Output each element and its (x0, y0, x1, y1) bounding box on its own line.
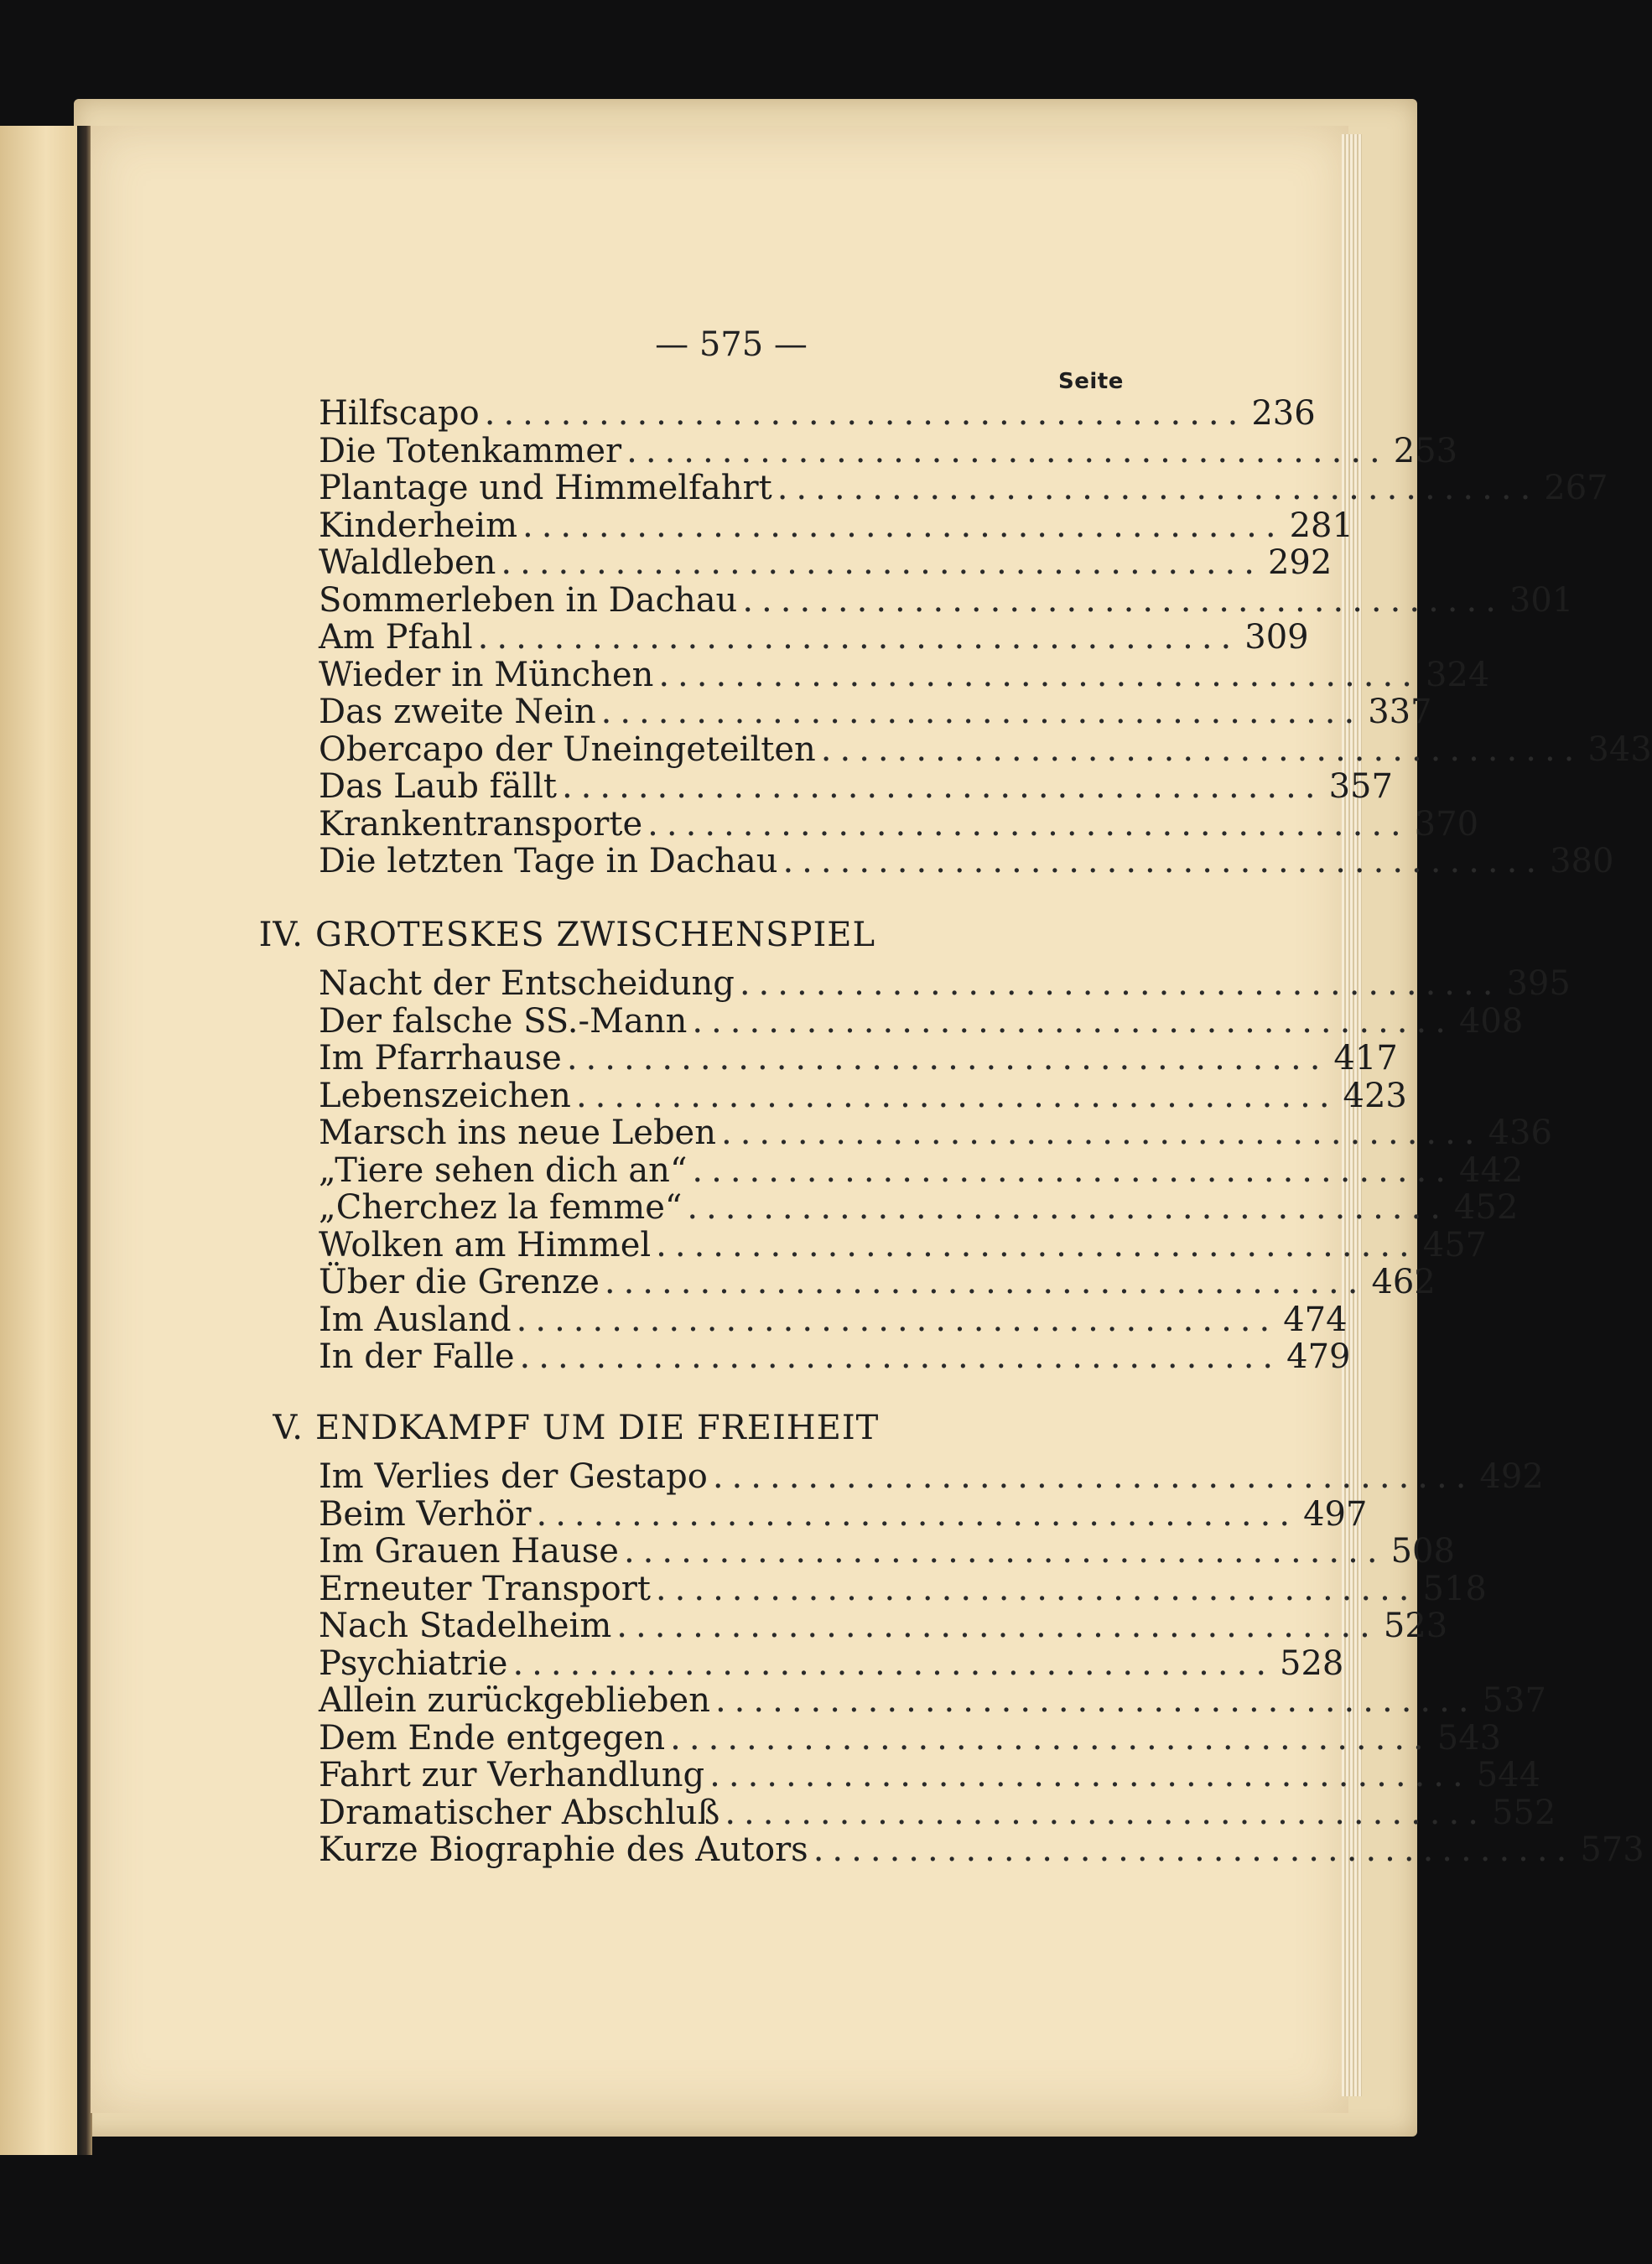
dot-leader: ........................................ (692, 1150, 1454, 1190)
entry-title: Nacht der Entscheidung (319, 964, 735, 1003)
dot-leader: ........................................ (670, 1718, 1432, 1758)
entry-title: Kinderheim (319, 506, 517, 545)
toc-entry (319, 767, 1393, 806)
entry-title: Allein zurückgeblieben (319, 1681, 710, 1720)
entry-title: In der Falle (319, 1337, 515, 1376)
section-heading-v (233, 1409, 879, 1447)
toc-entry (319, 1263, 1436, 1301)
entry-page: 417 (1333, 1039, 1398, 1077)
entry-title: Über die Grenze (319, 1263, 600, 1301)
entry-title: Die letzten Tage in Dachau (319, 842, 778, 880)
dot-leader: ........................................ (566, 1039, 1329, 1077)
dot-leader: ........................................ (647, 804, 1410, 844)
dot-leader: ........................................ (604, 1263, 1367, 1301)
entry-title: „Tiere sehen dich an“ (319, 1150, 688, 1190)
entry-page: 528 (1280, 1643, 1344, 1683)
section-numeral: V. (273, 1409, 304, 1447)
entry-page: 508 (1390, 1532, 1455, 1571)
entry-title: Dem Ende entgegen (319, 1718, 666, 1758)
dot-leader: ........................................ (692, 1001, 1454, 1041)
dot-leader: ........................................ (575, 1076, 1338, 1115)
section-title: GROTESKES ZWISCHENSPIEL (315, 916, 876, 954)
entry-page: 292 (1267, 543, 1333, 582)
toc-entry (319, 1457, 1544, 1496)
entry-title: Plantage und Himmelfahrt (319, 469, 772, 507)
toc-entry (319, 1225, 1488, 1264)
dot-leader: ........................................ (712, 1457, 1475, 1496)
entry-page: 492 (1479, 1457, 1544, 1496)
dot-leader: ........................................ (739, 964, 1502, 1003)
toc-entry (319, 580, 1574, 620)
entry-page: 462 (1371, 1263, 1436, 1301)
toc-entry (319, 394, 1316, 433)
entry-page: 357 (1328, 767, 1393, 806)
toc-entry (319, 1532, 1455, 1571)
entry-title: Im Verlies der Gestapo (319, 1457, 708, 1496)
toc-entry (319, 1188, 1519, 1227)
section-heading-iv (233, 916, 875, 954)
toc-entry (319, 1718, 1502, 1758)
entry-page: 337 (1368, 693, 1432, 731)
entry-page: 544 (1476, 1756, 1541, 1794)
entry-page: 457 (1422, 1225, 1488, 1264)
toc-entry (319, 655, 1490, 694)
entry-title: Psychiatrie (319, 1643, 508, 1683)
entry-title: Erneuter Transport (319, 1569, 651, 1608)
dot-leader: ........................................ (709, 1756, 1472, 1794)
facing-page-edge (0, 126, 84, 2155)
entry-title: Beim Verhör (319, 1494, 532, 1534)
dot-leader: ........................................ (512, 1643, 1275, 1683)
toc-entry (319, 543, 1333, 582)
entry-title: Wolken am Himmel (319, 1225, 652, 1264)
toc-entry (319, 1114, 1552, 1152)
dot-leader: ........................................ (484, 394, 1247, 433)
toc-entry (319, 1494, 1368, 1534)
toc-entry (319, 1569, 1487, 1608)
dot-leader: ........................................ (522, 506, 1285, 545)
entry-page: 267 (1544, 469, 1608, 507)
entry-title: Krankentransporte (319, 804, 643, 844)
dot-leader: ........................................ (519, 1337, 1282, 1376)
dot-leader: ........................................ (616, 1607, 1379, 1645)
toc-entry (319, 1793, 1556, 1832)
entry-title: Im Ausland (319, 1300, 512, 1339)
entry-page: 343 (1587, 730, 1652, 769)
page-number: — 575 — (655, 325, 808, 364)
entry-page: 395 (1506, 964, 1571, 1003)
entry-title: Obercapo der Uneingeteilten (319, 730, 816, 769)
entry-title: Sommerleben in Dachau (319, 580, 738, 620)
toc-entry (319, 618, 1309, 657)
toc-entry (319, 1607, 1448, 1645)
entry-title: Lebenszeichen (319, 1076, 571, 1115)
toc-entry (319, 1150, 1524, 1190)
toc-entry (319, 1681, 1546, 1720)
entry-page: 380 (1550, 842, 1614, 880)
toc-entry (319, 1337, 1351, 1376)
dot-leader: ........................................ (820, 730, 1583, 769)
dot-leader: ........................................ (742, 580, 1504, 620)
entry-page: 452 (1453, 1188, 1519, 1227)
toc-entry (319, 1076, 1407, 1115)
dot-leader: ........................................ (720, 1114, 1483, 1152)
dot-leader: ........................................ (623, 1532, 1386, 1571)
entry-page: 518 (1422, 1569, 1487, 1608)
entry-title: Im Grauen Hause (319, 1532, 619, 1571)
toc-entry (319, 964, 1571, 1003)
entry-title: Im Pfarrhause (319, 1039, 562, 1077)
entry-page: 236 (1251, 394, 1316, 433)
entry-title: Die Totenkammer (319, 431, 622, 470)
dot-leader: ........................................ (714, 1681, 1478, 1720)
dot-leader: ........................................ (658, 655, 1421, 694)
dot-leader: ........................................ (687, 1188, 1449, 1227)
entry-page: 309 (1244, 618, 1309, 657)
entry-title: Kurze Biographie des Autors (319, 1830, 808, 1869)
dot-leader: ........................................ (561, 767, 1324, 806)
entry-page: 543 (1436, 1718, 1502, 1758)
toc-entry (319, 730, 1652, 769)
dot-leader: ........................................ (626, 431, 1389, 470)
toc-entry (319, 1756, 1541, 1794)
entry-page: 370 (1414, 804, 1479, 844)
dot-leader: ........................................ (600, 693, 1364, 731)
entry-page: 253 (1393, 431, 1458, 470)
toc-entry (319, 693, 1432, 731)
toc-entry (319, 1001, 1524, 1041)
toc-entry (319, 506, 1353, 545)
dot-leader: ........................................ (477, 618, 1240, 657)
toc-entry (319, 842, 1614, 880)
dot-leader: ........................................ (656, 1225, 1418, 1264)
entry-page: 497 (1303, 1494, 1368, 1534)
toc-entry (319, 804, 1479, 844)
dot-leader: ........................................ (813, 1830, 1576, 1869)
entry-page: 281 (1289, 506, 1353, 545)
entry-title: Wieder in München (319, 655, 654, 694)
entry-page: 573 (1580, 1830, 1644, 1869)
entry-page: 408 (1458, 1001, 1524, 1041)
dot-leader: ........................................ (782, 842, 1546, 880)
dot-leader: ........................................ (501, 543, 1263, 582)
section-numeral: IV. (258, 916, 304, 954)
toc-group-3 (319, 1457, 1644, 1869)
entry-title: Waldleben (319, 543, 496, 582)
entry-title: Hilfscapo (319, 394, 480, 433)
dot-leader: ........................................ (655, 1569, 1418, 1608)
entry-page: 552 (1491, 1793, 1556, 1832)
entry-page: 479 (1286, 1337, 1351, 1376)
toc-entry (319, 1300, 1348, 1339)
entry-title: Nach Stadelheim (319, 1607, 612, 1645)
toc-entry (319, 1643, 1344, 1683)
toc-entry (319, 1830, 1644, 1869)
entry-title: „Cherchez la femme“ (319, 1188, 683, 1227)
entry-page: 474 (1283, 1300, 1348, 1339)
entry-page: 537 (1482, 1681, 1546, 1720)
entry-page: 523 (1383, 1607, 1448, 1645)
dot-leader: ........................................ (516, 1300, 1279, 1339)
entry-title: Das Laub fällt (319, 767, 557, 806)
entry-title: Marsch ins neue Leben (319, 1114, 716, 1152)
entry-page: 423 (1343, 1076, 1407, 1115)
toc-entry (319, 1039, 1398, 1077)
entry-page: 301 (1509, 580, 1574, 620)
column-label-seite: Seite (1058, 369, 1124, 394)
toc-entry (319, 431, 1458, 470)
toc-entry (319, 469, 1608, 507)
entry-title: Der falsche SS.-Mann (319, 1001, 688, 1041)
dot-leader: ........................................ (536, 1494, 1299, 1534)
entry-title: Dramatischer Abschluß (319, 1793, 720, 1832)
dot-leader: ........................................ (725, 1793, 1487, 1832)
section-title: ENDKAMPF UM DIE FREIHEIT (315, 1409, 880, 1447)
toc-group-1 (319, 394, 1652, 880)
entry-title: Das zweite Nein (319, 693, 596, 731)
dot-leader: ........................................ (777, 469, 1540, 507)
entry-page: 324 (1425, 655, 1490, 694)
toc-group-2 (319, 964, 1571, 1376)
entry-title: Fahrt zur Verhandlung (319, 1756, 705, 1794)
entry-page: 442 (1459, 1150, 1524, 1190)
entry-title: Am Pfahl (319, 618, 473, 657)
entry-page: 436 (1488, 1114, 1552, 1152)
